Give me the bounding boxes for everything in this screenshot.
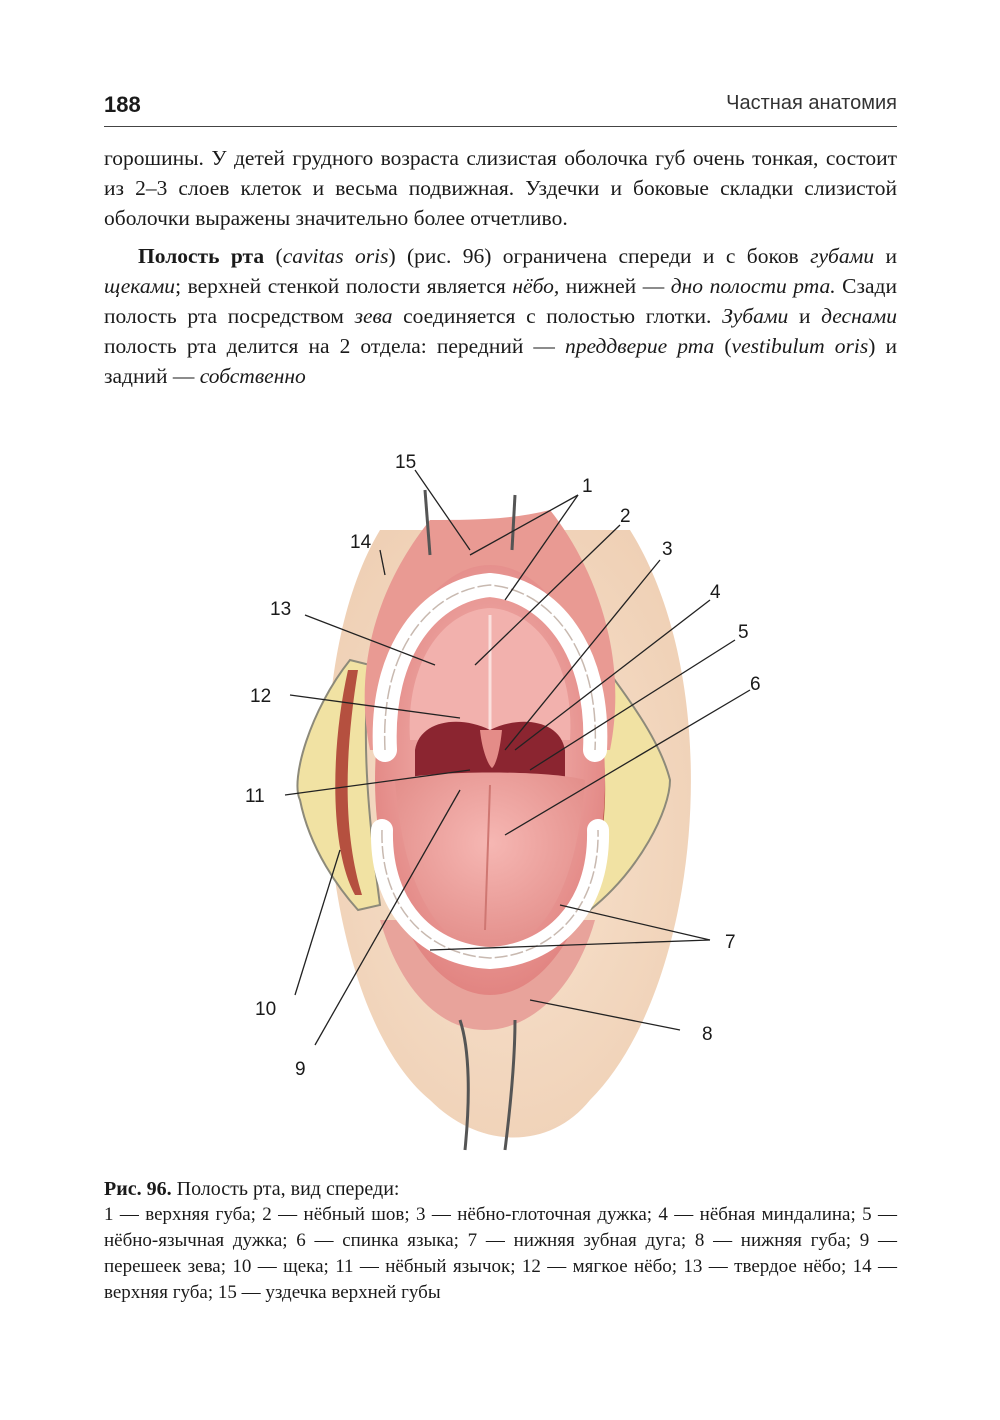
label-7: 7 bbox=[725, 932, 736, 953]
label-1: 1 bbox=[582, 476, 593, 497]
label-11: 11 bbox=[245, 786, 265, 807]
label-3: 3 bbox=[662, 539, 673, 560]
figure-oral-cavity bbox=[230, 450, 770, 1160]
label-13: 13 bbox=[270, 599, 292, 620]
label-12: 12 bbox=[250, 686, 272, 707]
figure-caption bbox=[104, 1176, 897, 1306]
label-14: 14 bbox=[350, 532, 372, 553]
label-2: 2 bbox=[620, 506, 631, 527]
running-title: Частная анатомия bbox=[726, 92, 897, 114]
label-15: 15 bbox=[395, 452, 417, 473]
paragraph-1: горошины. У детей грудного возраста слизистая оболочка губ очень тонкая, состоит из 2–3 слоев клеток и весьма подвижная. Уздечки и боковые складки слизистой оболочки выражены значительно более отчетливо. bbox=[104, 146, 897, 230]
label-10: 10 bbox=[255, 999, 277, 1020]
label-6: 6 bbox=[750, 674, 761, 695]
label-4: 4 bbox=[710, 582, 721, 603]
caption-legend: 1 — верхняя губа; 2 — нёбный шов; 3 — нёбно-глоточная дужка; 4 — нёбная миндалина; 5 — нёбно-язычная дужка; 6 — спинка языка; 7 — нижняя зубная дуга; 8 — нижняя губа; 9 — перешеек зева; 10 — щека; 11 — нёбный язычок; 12 — мягкое нёбо; 13 — твердое нёбо; 14 — верхняя губа; 15 — уздечка верхней губы bbox=[104, 1204, 897, 1303]
page-number: 188 bbox=[104, 92, 141, 117]
caption-title: Рис. 96. Полость рта, вид спереди: bbox=[104, 1178, 400, 1200]
oral-cavity-illustration bbox=[230, 450, 770, 1160]
latin-term-2: vestibulum oris bbox=[731, 334, 869, 358]
paragraph-2: Полость рта (cavitas oris) (рис. 96) ограничена спереди и с боков губами и щеками; верхней стенкой полости является нёбо, нижней — дно полости рта. Сзади полость рта посредством зева соединяется с полостью глотки. Зубами и деснами полость рта делится на 2 отдела: передний — преддверие рта (vestibulum oris) и задний — собственно bbox=[104, 244, 898, 388]
label-8: 8 bbox=[702, 1024, 713, 1045]
page-header bbox=[104, 92, 897, 127]
label-9: 9 bbox=[295, 1059, 306, 1080]
label-5: 5 bbox=[738, 622, 749, 643]
body-text bbox=[104, 143, 897, 391]
term-oral-cavity: Полость рта bbox=[138, 244, 265, 268]
latin-term-1: cavitas oris bbox=[282, 244, 389, 268]
